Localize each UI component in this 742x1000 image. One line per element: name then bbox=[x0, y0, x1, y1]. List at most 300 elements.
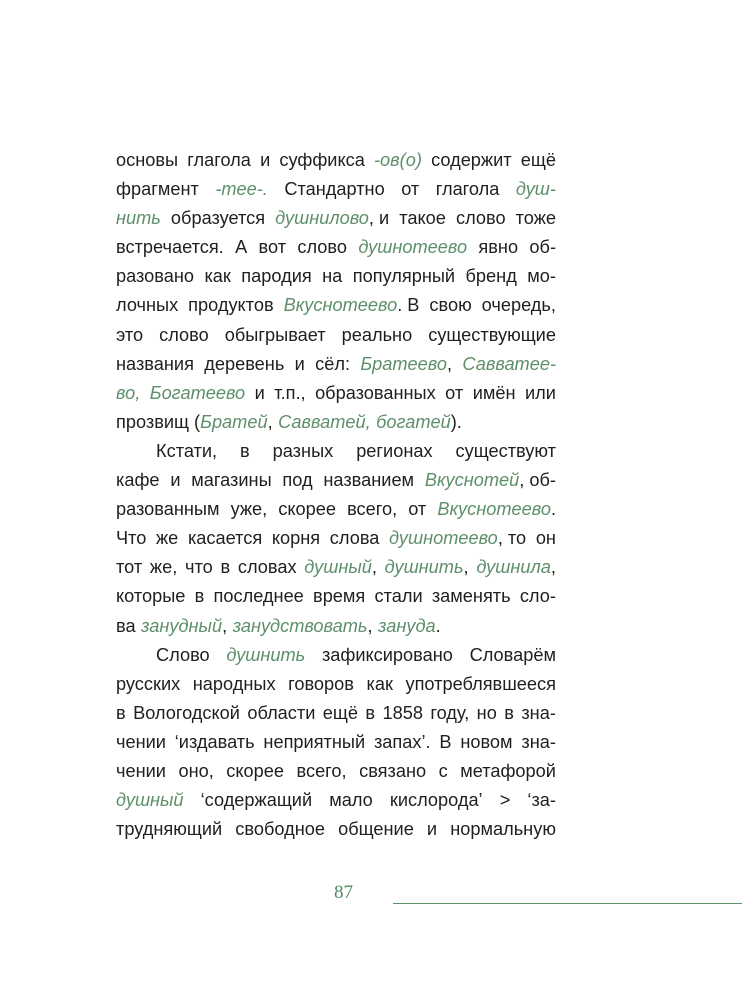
word-group bbox=[375, 582, 423, 611]
word-group bbox=[342, 321, 413, 350]
word-group bbox=[430, 699, 469, 728]
word: , bbox=[267, 411, 273, 432]
word: свою bbox=[429, 295, 472, 316]
text-line bbox=[116, 582, 556, 611]
word: что bbox=[184, 557, 213, 578]
word-group bbox=[116, 291, 178, 320]
word-group bbox=[116, 466, 160, 495]
highlighted-term: занудный bbox=[141, 615, 223, 636]
word-group bbox=[521, 146, 556, 175]
word-group bbox=[405, 670, 556, 699]
text-line bbox=[116, 233, 556, 262]
word-group bbox=[476, 553, 556, 582]
word-group bbox=[193, 670, 276, 699]
word-group bbox=[116, 175, 199, 204]
highlighted-term: душнить bbox=[226, 644, 306, 665]
text-line bbox=[116, 466, 556, 495]
word: как bbox=[204, 266, 231, 287]
word: ещё bbox=[322, 702, 358, 723]
text-line bbox=[116, 699, 556, 728]
highlighted-term: Вкуснотей bbox=[424, 470, 520, 491]
word: в bbox=[220, 557, 231, 578]
word-group bbox=[450, 815, 556, 844]
highlighted-term: богатей bbox=[376, 411, 451, 432]
word-group bbox=[191, 466, 271, 495]
word: зна- bbox=[521, 702, 556, 723]
word: стали bbox=[374, 586, 423, 607]
word: магазины bbox=[191, 470, 272, 491]
highlighted-term: душный bbox=[304, 557, 372, 578]
word-group bbox=[288, 670, 354, 699]
word: скорее bbox=[226, 760, 285, 781]
text-line bbox=[116, 612, 556, 641]
word: . bbox=[550, 499, 556, 520]
word-group bbox=[116, 262, 194, 291]
word: скорее bbox=[278, 499, 336, 520]
word: очередь, bbox=[481, 295, 556, 316]
highlighted-term: душ- bbox=[515, 179, 556, 200]
word-group bbox=[347, 495, 397, 524]
word: Кстати, bbox=[156, 440, 218, 461]
word: ‘издавать bbox=[174, 731, 255, 752]
word-group bbox=[389, 524, 526, 553]
text-line bbox=[116, 437, 556, 466]
word: названия bbox=[116, 353, 194, 374]
word-group bbox=[116, 699, 126, 728]
word: от bbox=[401, 179, 420, 200]
highlighted-term: душнилово bbox=[275, 208, 369, 229]
word-group bbox=[382, 699, 422, 728]
word-group bbox=[525, 379, 556, 408]
word: от bbox=[445, 382, 464, 403]
word-group bbox=[116, 408, 273, 437]
word: мо- bbox=[527, 266, 556, 287]
text-line bbox=[116, 495, 556, 524]
word-group bbox=[116, 728, 166, 757]
word-group bbox=[429, 291, 471, 320]
word-group bbox=[323, 466, 414, 495]
word-group bbox=[116, 350, 194, 379]
word: вот bbox=[258, 237, 287, 258]
highlighted-term: Савватей, bbox=[278, 411, 371, 432]
word: Вологодской bbox=[133, 702, 240, 723]
word-group bbox=[500, 786, 511, 815]
word: всего, bbox=[296, 760, 347, 781]
word-group bbox=[116, 146, 178, 175]
word-group bbox=[439, 728, 451, 757]
word-group bbox=[437, 495, 556, 524]
text-line bbox=[116, 786, 556, 815]
word-group bbox=[226, 641, 305, 670]
word-group bbox=[116, 815, 222, 844]
word-group bbox=[116, 524, 146, 553]
highlighted-term: занудствовать bbox=[232, 615, 368, 636]
word-group bbox=[436, 175, 500, 204]
word-group bbox=[116, 321, 143, 350]
word: разовано bbox=[116, 266, 195, 287]
word: в bbox=[194, 586, 205, 607]
word: явно bbox=[478, 237, 519, 258]
word-group bbox=[255, 379, 265, 408]
highlighted-term: Савватее- bbox=[462, 353, 556, 374]
word-group bbox=[274, 379, 305, 408]
text-line bbox=[116, 757, 556, 786]
word-group bbox=[385, 553, 469, 582]
word-group bbox=[187, 146, 251, 175]
word-group bbox=[374, 146, 422, 175]
word: , bbox=[447, 353, 453, 374]
word: году, bbox=[430, 702, 470, 723]
word-group bbox=[456, 204, 506, 233]
word-group bbox=[188, 524, 262, 553]
word: Что bbox=[116, 528, 147, 549]
word-group bbox=[425, 466, 556, 495]
word-group bbox=[272, 524, 320, 553]
word: заменять bbox=[431, 586, 511, 607]
text-line bbox=[116, 408, 556, 437]
word: разных bbox=[272, 440, 334, 461]
word-group bbox=[240, 437, 250, 466]
word: последнее bbox=[213, 586, 304, 607]
word-group bbox=[116, 233, 224, 262]
word-group bbox=[241, 262, 311, 291]
highlighted-term: Братеево bbox=[360, 353, 448, 374]
page-number: 87 bbox=[334, 882, 353, 903]
word-group bbox=[297, 757, 347, 786]
word: основы bbox=[116, 150, 179, 170]
word: чении bbox=[116, 731, 166, 752]
word: ‘содержащий bbox=[200, 790, 313, 811]
word-group bbox=[462, 350, 556, 379]
word-group bbox=[338, 815, 414, 844]
word-group bbox=[322, 641, 453, 670]
word: на bbox=[322, 266, 343, 287]
word: как bbox=[366, 673, 393, 694]
word-group bbox=[527, 786, 556, 815]
word-group bbox=[284, 291, 420, 320]
word: деревень bbox=[204, 353, 285, 374]
word-group bbox=[408, 495, 426, 524]
highlighted-term: Богатеево bbox=[149, 382, 246, 403]
word: русских bbox=[116, 673, 181, 694]
word-group bbox=[536, 524, 556, 553]
word-group bbox=[188, 291, 273, 320]
word-group bbox=[275, 204, 389, 233]
word: , bbox=[367, 615, 373, 636]
word-group bbox=[156, 524, 178, 553]
text-line bbox=[116, 728, 556, 757]
word: слово bbox=[159, 324, 209, 345]
highlighted-term: душнотеево bbox=[358, 237, 468, 258]
word: зафиксировано bbox=[321, 644, 453, 665]
word-group bbox=[322, 262, 342, 291]
word: слово bbox=[455, 208, 506, 229]
word: нормальную bbox=[450, 819, 556, 840]
highlighted-term: душнила bbox=[476, 557, 551, 578]
word-group bbox=[170, 466, 180, 495]
word-group bbox=[116, 379, 140, 408]
word-group bbox=[329, 786, 373, 815]
text-line bbox=[116, 175, 556, 204]
text-line bbox=[116, 670, 556, 699]
word: регионах bbox=[356, 440, 433, 461]
word-group bbox=[439, 757, 448, 786]
word: области bbox=[247, 702, 316, 723]
word: свободное bbox=[235, 819, 325, 840]
word: пародия bbox=[241, 266, 312, 287]
word: , bbox=[222, 615, 228, 636]
word-group bbox=[156, 437, 217, 466]
word: или bbox=[524, 382, 556, 403]
word-group bbox=[116, 612, 136, 641]
word: слова bbox=[329, 528, 380, 549]
word: сло- bbox=[519, 586, 556, 607]
word: глагола bbox=[187, 150, 251, 170]
word: такое bbox=[399, 208, 446, 229]
word-group bbox=[263, 728, 365, 757]
word-group bbox=[204, 350, 284, 379]
word: образованных bbox=[315, 382, 436, 403]
word-group bbox=[156, 641, 210, 670]
word: ещё bbox=[520, 150, 556, 170]
word-group bbox=[460, 757, 556, 786]
word: обыгрывает bbox=[224, 324, 326, 345]
word-group bbox=[116, 204, 161, 233]
word-group bbox=[204, 262, 230, 291]
word-group bbox=[295, 350, 305, 379]
word: ва bbox=[116, 615, 136, 636]
word: реально bbox=[341, 324, 413, 345]
word-group bbox=[504, 699, 514, 728]
word-group bbox=[399, 204, 446, 233]
word: же, bbox=[149, 557, 178, 578]
word-group bbox=[304, 553, 377, 582]
word-group bbox=[315, 350, 350, 379]
word: , об- bbox=[519, 470, 556, 491]
word-group bbox=[231, 495, 268, 524]
word-group bbox=[159, 321, 209, 350]
word-group bbox=[178, 757, 213, 786]
word: корня bbox=[271, 528, 321, 549]
word-group bbox=[482, 291, 556, 320]
highlighted-term: душнотеево bbox=[389, 528, 498, 549]
word-group bbox=[356, 437, 432, 466]
word-group bbox=[456, 437, 556, 466]
word: А bbox=[235, 237, 248, 258]
word: содержит bbox=[431, 150, 512, 170]
word-group bbox=[376, 408, 462, 437]
word-group bbox=[278, 408, 371, 437]
word-group bbox=[478, 233, 518, 262]
word-group bbox=[171, 204, 265, 233]
word-group bbox=[445, 379, 463, 408]
word: но bbox=[476, 702, 497, 723]
highlighted-term: Братей bbox=[200, 411, 268, 432]
word-group bbox=[470, 641, 556, 670]
word: и bbox=[294, 353, 305, 374]
word: в bbox=[240, 440, 250, 461]
word-group bbox=[116, 786, 184, 815]
word-group bbox=[527, 262, 556, 291]
word: запах’. bbox=[373, 731, 431, 752]
highlighted-term: душнить bbox=[384, 557, 464, 578]
word-group bbox=[466, 262, 517, 291]
word: и bbox=[260, 150, 271, 170]
word-group bbox=[150, 379, 245, 408]
word: с bbox=[438, 760, 448, 781]
word-group bbox=[282, 466, 312, 495]
word-group bbox=[195, 582, 205, 611]
word-group bbox=[259, 233, 287, 262]
word-group bbox=[390, 786, 483, 815]
word-group bbox=[473, 379, 516, 408]
word-group bbox=[116, 757, 166, 786]
word-group bbox=[278, 495, 336, 524]
word-group bbox=[215, 175, 268, 204]
word: , то bbox=[497, 528, 527, 549]
word: популярный bbox=[352, 266, 456, 287]
word: Слово bbox=[156, 644, 210, 665]
word-group bbox=[516, 204, 556, 233]
word-group bbox=[358, 233, 467, 262]
text-line bbox=[116, 641, 556, 670]
word: мало bbox=[329, 790, 373, 811]
word: бренд bbox=[465, 266, 517, 287]
word: неприятный bbox=[263, 731, 366, 752]
word: касается bbox=[187, 528, 263, 549]
highlighted-term: нить bbox=[116, 208, 161, 229]
word-group bbox=[323, 699, 358, 728]
page-text bbox=[116, 146, 556, 844]
word-group bbox=[330, 524, 380, 553]
text-line bbox=[116, 204, 556, 233]
word-group bbox=[201, 786, 312, 815]
word: в bbox=[116, 702, 126, 723]
word: ‘за- bbox=[527, 790, 556, 811]
word: чении bbox=[116, 760, 166, 781]
word: суффикса bbox=[279, 150, 365, 170]
word-group bbox=[175, 728, 255, 757]
word-group bbox=[359, 757, 426, 786]
word-group bbox=[133, 699, 240, 728]
word: и bbox=[254, 382, 265, 403]
word: , bbox=[463, 557, 469, 578]
word: . bbox=[435, 615, 441, 636]
word-group bbox=[220, 553, 230, 582]
word: связано bbox=[359, 760, 427, 781]
word-group bbox=[360, 350, 452, 379]
word: сёл: bbox=[315, 353, 351, 374]
word: В bbox=[439, 731, 452, 752]
word-group bbox=[366, 670, 392, 699]
word: слово bbox=[297, 237, 347, 258]
word: Стандартно bbox=[284, 179, 385, 200]
highlighted-term: Вкуснотеево bbox=[283, 295, 398, 316]
word-group bbox=[116, 670, 180, 699]
highlighted-term: душный bbox=[116, 790, 184, 811]
word: под bbox=[282, 470, 313, 491]
word-group bbox=[353, 262, 455, 291]
word: , bbox=[550, 557, 556, 578]
word-group bbox=[238, 553, 297, 582]
word-group bbox=[235, 233, 247, 262]
word-group bbox=[477, 699, 497, 728]
text-line bbox=[116, 379, 556, 408]
word: уже, bbox=[230, 499, 268, 520]
highlighted-term: Вкуснотеево bbox=[437, 499, 551, 520]
word: образуется bbox=[170, 208, 266, 229]
word-group bbox=[116, 553, 142, 582]
word: и bbox=[426, 819, 438, 840]
word-group bbox=[365, 699, 375, 728]
word: новом bbox=[460, 731, 513, 752]
word-group bbox=[273, 437, 334, 466]
word-group bbox=[225, 321, 326, 350]
word-group bbox=[233, 612, 373, 641]
word: встречается. bbox=[116, 237, 224, 258]
text-line bbox=[116, 321, 556, 350]
word: метафорой bbox=[460, 760, 556, 781]
text-line bbox=[116, 291, 556, 320]
word-group bbox=[378, 612, 441, 641]
word: лочных bbox=[116, 295, 179, 316]
word: существуют bbox=[455, 440, 556, 461]
word-group bbox=[432, 582, 511, 611]
word: он bbox=[535, 528, 556, 549]
word: существующие bbox=[428, 324, 556, 345]
word-group bbox=[141, 612, 227, 641]
word: которые bbox=[116, 586, 186, 607]
text-line bbox=[116, 350, 556, 379]
word: тот bbox=[116, 557, 143, 578]
word-group bbox=[214, 582, 304, 611]
word-group bbox=[235, 815, 325, 844]
word: кафе bbox=[116, 470, 160, 491]
word: это bbox=[116, 324, 144, 345]
word: словах bbox=[237, 557, 297, 578]
word-group bbox=[460, 728, 512, 757]
word-group bbox=[516, 175, 556, 204]
word-group bbox=[520, 582, 556, 611]
word: кислорода’ bbox=[389, 790, 483, 811]
word: говоров bbox=[288, 673, 354, 694]
word-group bbox=[374, 728, 431, 757]
word: прозвищ ( bbox=[116, 411, 201, 432]
word-group bbox=[521, 728, 556, 757]
word-group bbox=[116, 582, 185, 611]
word: всего, bbox=[347, 499, 398, 520]
word: , bbox=[371, 557, 377, 578]
word-group bbox=[150, 553, 177, 582]
word-group bbox=[226, 757, 284, 786]
text-line bbox=[116, 262, 556, 291]
word: Словарём bbox=[469, 644, 556, 665]
word-group bbox=[284, 175, 384, 204]
word: > bbox=[499, 790, 511, 811]
text-line bbox=[116, 146, 556, 175]
word-group bbox=[297, 233, 347, 262]
word-group bbox=[247, 699, 315, 728]
word: т.п., bbox=[274, 382, 306, 403]
word: тоже bbox=[515, 208, 556, 229]
word: глагола bbox=[435, 179, 500, 200]
word-group bbox=[427, 815, 437, 844]
word-group bbox=[185, 553, 213, 582]
word: об- bbox=[529, 237, 556, 258]
word-group bbox=[521, 699, 556, 728]
highlighted-term: во, bbox=[116, 382, 141, 403]
word: фрагмент bbox=[116, 179, 199, 200]
